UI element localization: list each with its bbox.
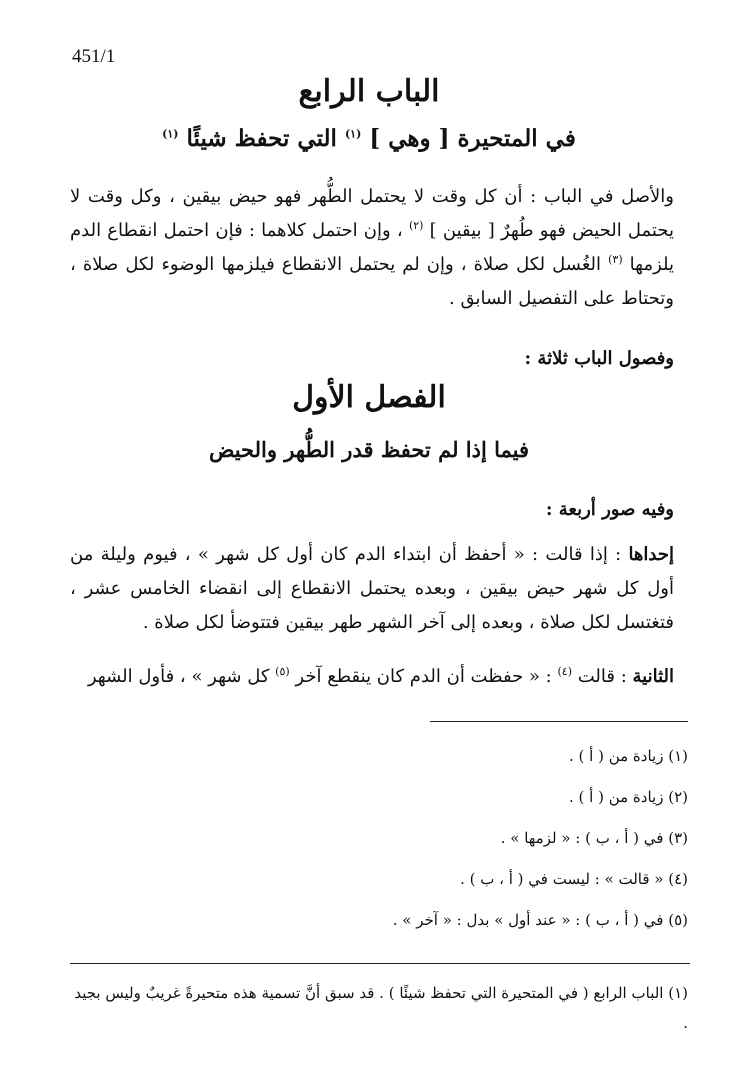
page-number: 451/1 (72, 46, 116, 67)
sections-intro: وفصول الباب ثلاثة : (524, 348, 674, 369)
cases-intro: وفيه صور أربعة : (545, 499, 674, 520)
chapter-subtitle (0, 125, 738, 152)
case-text: كل شهر » ، فأول الشهر (87, 666, 270, 687)
footnote-ref: (٥) (275, 665, 290, 678)
section-subtitle: فيما إذا لم تحفظ قدر الطُّهر والحيض (208, 437, 530, 462)
footnote-item: (٤) « قالت » : ليست في ( أ ، ب ) . (460, 870, 688, 888)
footnote-ref: (٣) (608, 253, 623, 266)
footnote-ref: (١) (344, 127, 362, 141)
chapter-title: الباب الرابع (298, 74, 440, 109)
intro-text: الغُسل لكل صلاة ، وإن لم يحتمل الانقطاع فيلزمها الوضوء لكل صلاة ، وتحتاط على التفصيل السابق . (70, 254, 674, 309)
case-label: إحداها (628, 544, 674, 565)
footnote-item: (٢) زيادة من ( أ ) . (568, 788, 688, 806)
footnote-ref: (٤) (557, 665, 572, 678)
case-first-paragraph (70, 538, 674, 640)
section-title: الفصل الأول (292, 380, 446, 415)
chapter-subtitle-pre: في المتحيرة [ وهي ] (369, 125, 576, 152)
footnote-divider (430, 721, 688, 722)
case-text: : إذا قالت : « أحفظ أن ابتداء الدم كان أول كل شهر » ، فيوم وليلة من أول كل شهر حيض بيقين ، وبعده يحتمل الانقطاع إلى انقضاء الخامس عشر ، فتغتسل لكل صلاة ، وبعده إلى آخر الشهر طهر بيقين فتتوضأ لكل صلاة . (70, 544, 674, 633)
footnote-ref: (١) (162, 127, 179, 141)
case-label: الثانية (632, 666, 674, 687)
case-second-paragraph (70, 660, 674, 694)
footnote-ref: (٢) (408, 219, 424, 232)
intro-text: والأصل في الباب : أن كل وقت لا يحتمل الطُّهر فهو حيض بيقين ، وكل وقت لا يحتمل الحيض فهو طُهرٌ [ بيقين ] (70, 186, 674, 241)
chapter-subtitle-post: التي تحفظ شيئًا (186, 125, 337, 152)
footnotes (70, 736, 688, 941)
intro-text: ، وإن احتمل كلاهما : فإن احتمل انقطاع الدم يلزمها (70, 220, 674, 275)
case-text: : قالت (577, 666, 627, 687)
editor-note: (١) الباب الرابع ( في المتحيرة التي تحفظ شيئًا ) . قد سبق أنَّ تسمية هذه متحيرةً غريبٌ وليس بجيد . (74, 984, 688, 1032)
intro-paragraph (70, 180, 674, 316)
footnote-item: (٥) في ( أ ، ب ) : « عند أول » بدل : « آخر » . (392, 911, 688, 929)
footnote-item: (١) زيادة من ( أ ) . (568, 747, 688, 765)
footnote-item: (٣) في ( أ ، ب ) : « لزمها » . (500, 829, 688, 847)
case-text: : « حفظت أن الدم كان ينقطع آخر (295, 666, 552, 687)
editor-note-divider (70, 963, 690, 964)
